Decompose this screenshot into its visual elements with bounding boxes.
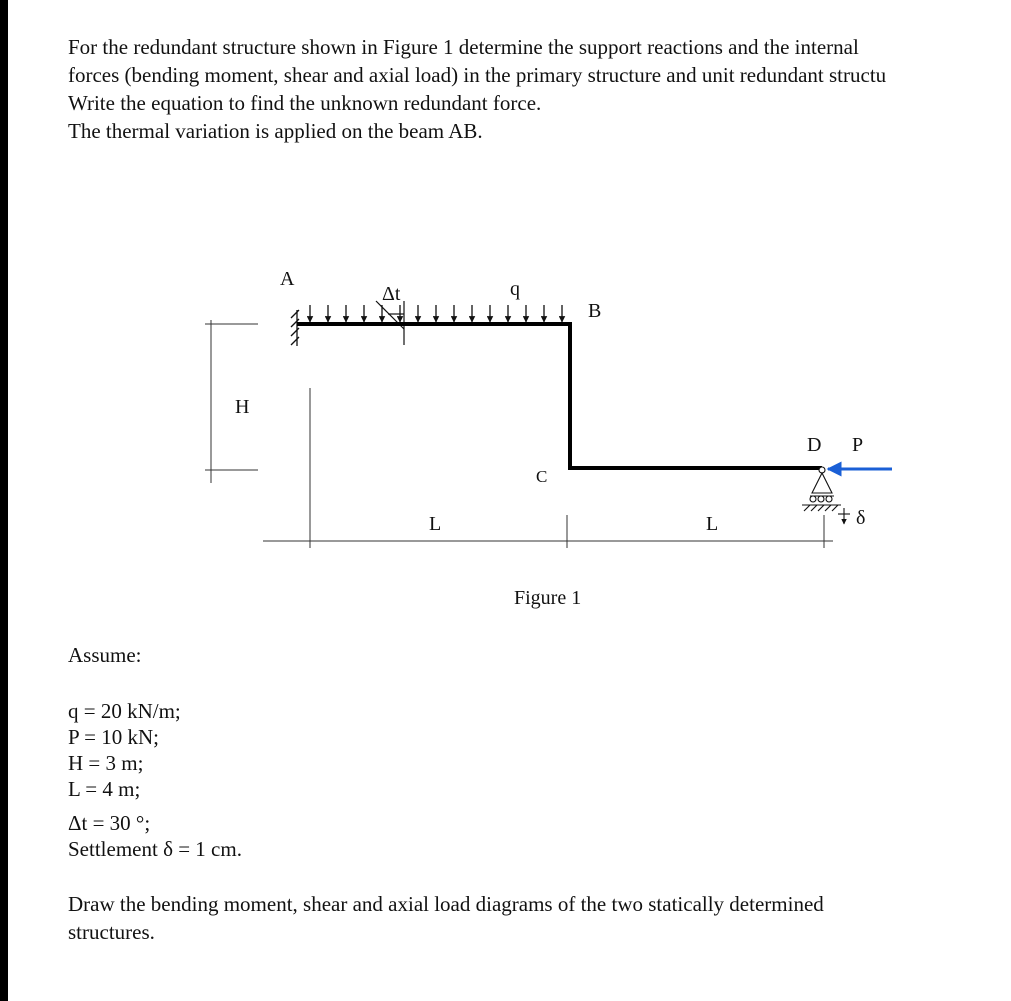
frame-structure [297,322,822,470]
label-d: D [807,434,822,456]
distributed-load-q [310,305,562,322]
fixed-support-a [291,310,299,346]
assume-item-q: q = 20 kN/m; [68,699,181,723]
assume-item-p: P = 10 kN; [68,725,159,749]
h-dimension [205,320,258,483]
roller-support-d [802,467,850,524]
label-delta-t: Δt [382,283,401,305]
label-a: A [280,268,295,290]
problem-line-3: Write the equation to find the unknown redundant force. [68,91,542,115]
assume-item-h: H = 3 m; [68,751,144,775]
label-q: q [510,278,520,300]
label-delta: δ [856,507,866,529]
label-h: H [235,396,250,418]
figure-caption: Figure 1 [514,587,582,609]
label-p: P [852,434,864,456]
problem-line-4: The thermal variation is applied on the beam AB. [68,119,483,143]
assume-item-l: L = 4 m; [68,777,141,801]
label-c: C [536,467,548,486]
label-l-1: L [429,513,442,535]
problem-line-1: For the redundant structure shown in Figure 1 determine the support reactions and the internal [68,35,859,59]
label-b: B [588,300,602,322]
assume-item-dt: Δt = 30 °; [68,811,151,835]
footer-line-1: Draw the bending moment, shear and axial load diagrams of the two statically determined [68,892,824,916]
worksheet [8,0,1011,1001]
label-l-2: L [706,513,719,535]
problem-line-2: forces (bending moment, shear and axial load) in the primary structure and unit redundant structu [68,63,887,87]
assume-heading: Assume: [68,643,142,667]
assume-item-settlement: Settlement δ = 1 cm. [68,837,242,861]
footer-line-2: structures. [68,920,155,944]
